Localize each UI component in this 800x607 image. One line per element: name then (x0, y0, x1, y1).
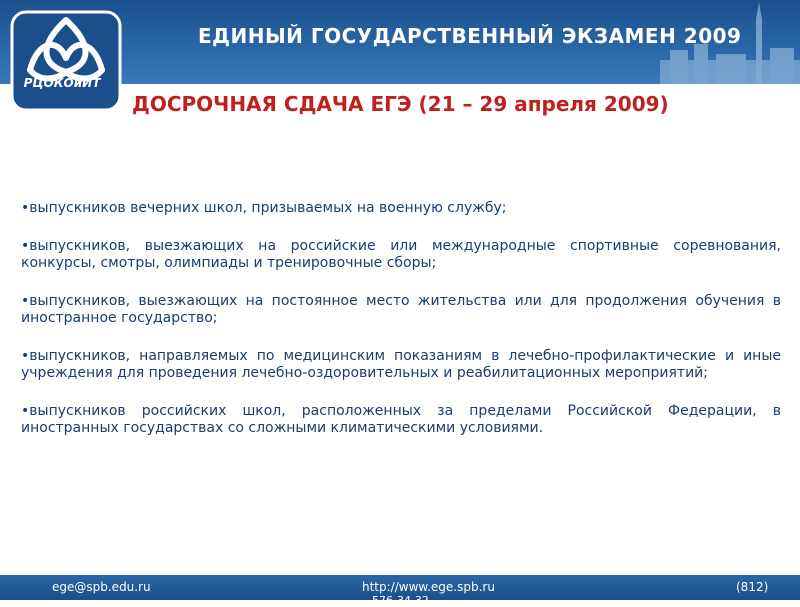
rcoko-logo (10, 10, 122, 112)
footer-phone-code: (812) (736, 580, 769, 594)
footer-url-link[interactable]: http://www.ege.spb.ru (362, 580, 495, 594)
logo-text: РЦОКОиИТ (23, 76, 101, 90)
list-item: •выпускников, выезжающих на постоянное место жительства или для продолжения обучения в иностранное государство; (21, 292, 781, 326)
list-item: •выпускников российских школ, расположенных за пределами Российской Федерации, в иностранных государствах со сложными климатическими условиями. (21, 402, 781, 436)
footer-phone-number: 576-34-32 (372, 594, 429, 607)
bullet-list (21, 200, 781, 438)
header-title: ЕДИНЫЙ ГОСУДАРСТВЕННЫЙ ЭКЗАМЕН 2009 (198, 24, 742, 48)
footer-bar (0, 575, 800, 607)
list-item: •выпускников, направляемых по медицинским показаниям в лечебно-профилактические и иные учреждения для проведения лечебно-оздоровительных и реабилитационных мероприятий; (21, 347, 781, 381)
list-item: •выпускников вечерних школ, призываемых на военную службу; (21, 200, 507, 216)
footer-email-link[interactable]: ege@spb.edu.ru (52, 580, 151, 594)
list-item: •выпускников, выезжающих на российские или международные спортивные соревнования, конкурсы, смотры, олимпиады и тренировочные сборы; (21, 237, 781, 271)
slide-title: ДОСРОЧНАЯ СДАЧА ЕГЭ (21 – 29 апреля 2009) (132, 92, 669, 116)
